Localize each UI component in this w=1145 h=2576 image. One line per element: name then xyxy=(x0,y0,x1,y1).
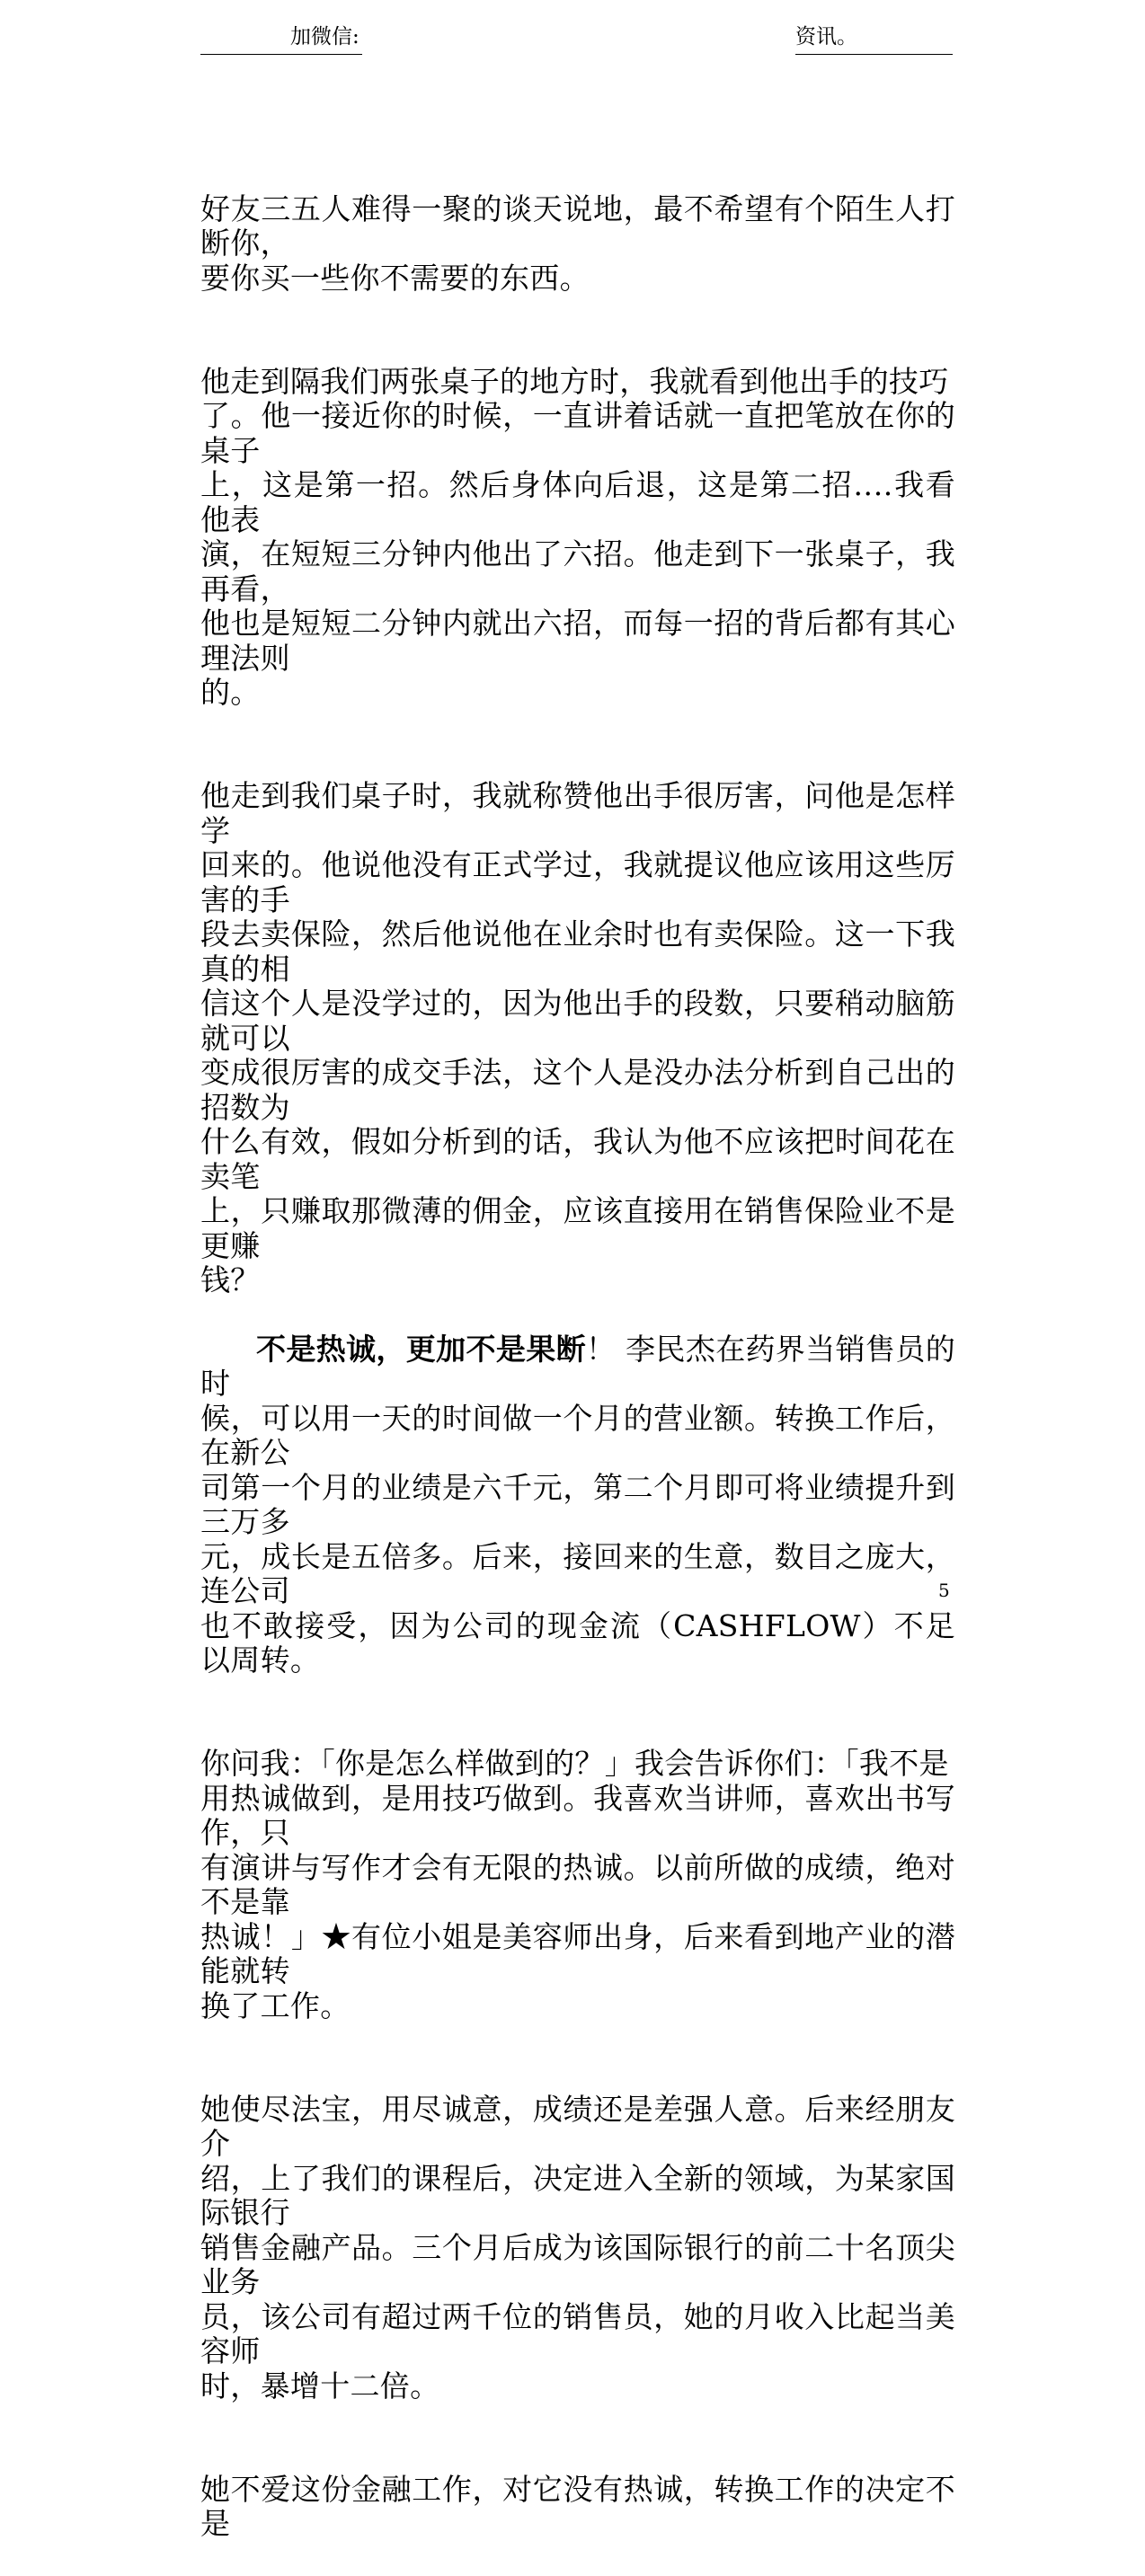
paragraph-text: 你问我：「你是怎么样做到的？」我会告诉你们：「我不是 用热诚做到，是用技巧做到。我喜欢当讲师，喜欢出书写作，只 有演讲与写作才会有无限的热诚。以前所做的成绩，绝对不是靠 热诚！」★有位小姐是美容师出身，后来看到地产业的潜能就转 换了工作。 xyxy=(200,1746,955,2023)
header-info-label: 资讯。 xyxy=(795,25,857,49)
paragraph-text: 她使尽法宝，用尽诚意，成绩还是差强人意。后来经朋友介 绍，上了我们的课程后，决定进入全新的领域，为某家国际银行 销售金融产品。三个月后成为该国际银行的前二十名顶尖业务 员，该公司有超过两千位的销售员，她的月收入比起当美容师 时，暴增十二倍。 xyxy=(200,2091,955,2403)
paragraph-2 xyxy=(200,330,955,711)
header-right xyxy=(795,20,953,55)
paragraph-1 xyxy=(200,157,955,296)
paragraph-6 xyxy=(200,2058,955,2403)
paragraph-4 xyxy=(200,1332,955,1678)
paragraph-bold-lead: 不是热诚，更加不是果断 xyxy=(256,1331,586,1367)
paragraph-text: 他走到我们桌子时，我就称赞他出手很厉害，问他是怎样学 回来的。他说他没有正式学过，我就提议他应该用这些厉害的手 段去卖保险，然后他说他在业余时也有卖保险。这一下我真的相 信这个人是没学过的，因为他出手的段数，只要稍动脑筋就可以 变成很厉害的成交手法，这个人是没办法分析到自己出的招数为 什么有效，假如分析到的话，我认为他不应该把时间花在卖笔 上，只赚取那微薄的佣金，应该直接用在销售保险业不是更赚 钱？ xyxy=(200,778,955,1297)
paragraph-text: 她不爱这份金融工作，对它没有热诚，转换工作的决定不是 xyxy=(200,2471,955,2541)
document-body xyxy=(200,157,955,2576)
paragraph-3 xyxy=(200,745,955,1298)
page-number: 5 xyxy=(938,1580,950,1601)
paragraph-text: 他走到隔我们两张桌子的地方时，我就看到他出手的技巧 了。他一接近你的时候，一直讲着话就一直把笔放在你的桌子 上，这是第一招。然后身体向后退，这是第二招‥‥我看他表 演，在短短三分钟内他出了六招。他走到下一张桌子，我再看， 他也是短短二分钟内就出六招，而每一招的背后都有其心理法则 的。 xyxy=(200,363,955,710)
paragraph-7 xyxy=(200,2438,955,2542)
paragraph-5 xyxy=(200,1713,955,2024)
header-wechat-label: 加微信: xyxy=(290,25,359,49)
paragraph-text: 好友三五人难得一聚的谈天说地，最不希望有个陌生人打断你， 要你买一些你不需要的东西。 xyxy=(200,190,955,296)
header-left xyxy=(200,20,362,55)
paragraph-text: ！ 李民杰在药界当销售员的时 候，可以用一天的时间做一个月的营业额。转换工作后，在新公 司第一个月的业绩是六千元，第二个月即可将业绩提升到三万多 元，成长是五倍多。后来，接回来的生意，数目之庞大，连公司 也不敢接受，因为公司的现金流（CASHFLOW）不足以周转。 xyxy=(200,1331,955,1677)
